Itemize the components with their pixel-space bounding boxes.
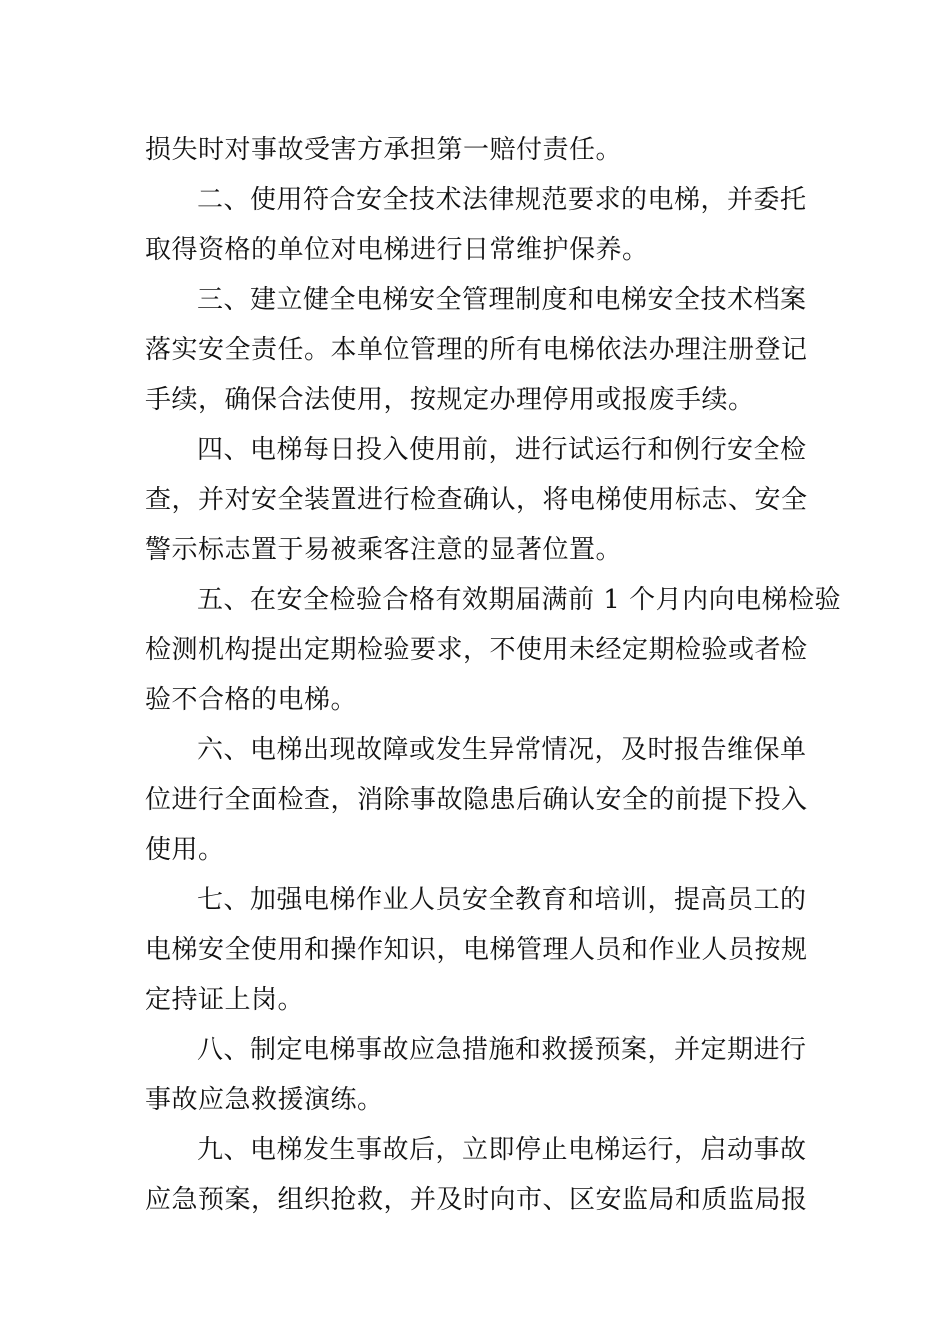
text-line: 检测机构提出定期检验要求，不使用未经定期检验或者检 bbox=[145, 635, 808, 665]
text-line: 取得资格的单位对电梯进行日常维护保养。 bbox=[145, 235, 649, 265]
text-line: 应急预案，组织抢救，并及时向市、区安监局和质监局报 bbox=[145, 1185, 808, 1215]
paragraph-9-start: 九、电梯发生事故后，立即停止电梯运行，启动事故 bbox=[197, 1135, 807, 1165]
paragraph-6-start: 六、电梯出现故障或发生异常情况，及时报告维保单 bbox=[197, 735, 807, 765]
text-line: 使用。 bbox=[145, 835, 225, 865]
text-line: 落实安全责任。本单位管理的所有电梯依法办理注册登记 bbox=[145, 335, 808, 365]
text-line: 事故应急救援演练。 bbox=[145, 1085, 384, 1115]
text-line: 手续，确保合法使用，按规定办理停用或报废手续。 bbox=[145, 385, 755, 415]
text-line: 警示标志置于易被乘客注意的显著位置。 bbox=[145, 535, 623, 565]
paragraph-5-start: 五、在安全检验合格有效期届满前 1 个月内向电梯检验 bbox=[197, 585, 842, 615]
paragraph-3-start: 三、建立健全电梯安全管理制度和电梯安全技术档案 bbox=[197, 285, 807, 315]
paragraph-2-start: 二、使用符合安全技术法律规范要求的电梯，并委托 bbox=[197, 185, 807, 215]
text-line: 验不合格的电梯。 bbox=[145, 685, 358, 715]
text-line: 定持证上岗。 bbox=[145, 985, 305, 1015]
text-line: 查，并对安全装置进行检查确认，将电梯使用标志、安全 bbox=[145, 485, 808, 515]
text-line: 位进行全面检查，消除事故隐患后确认安全的前提下投入 bbox=[145, 785, 808, 815]
paragraph-4-start: 四、电梯每日投入使用前，进行试运行和例行安全检 bbox=[197, 435, 807, 465]
paragraph-7-start: 七、加强电梯作业人员安全教育和培训，提高员工的 bbox=[197, 885, 807, 915]
text-line: 损失时对事故受害方承担第一赔付责任。 bbox=[145, 135, 623, 165]
text-line: 电梯安全使用和操作知识，电梯管理人员和作业人员按规 bbox=[145, 935, 808, 965]
paragraph-8-start: 八、制定电梯事故应急措施和救援预案，并定期进行 bbox=[197, 1035, 807, 1065]
